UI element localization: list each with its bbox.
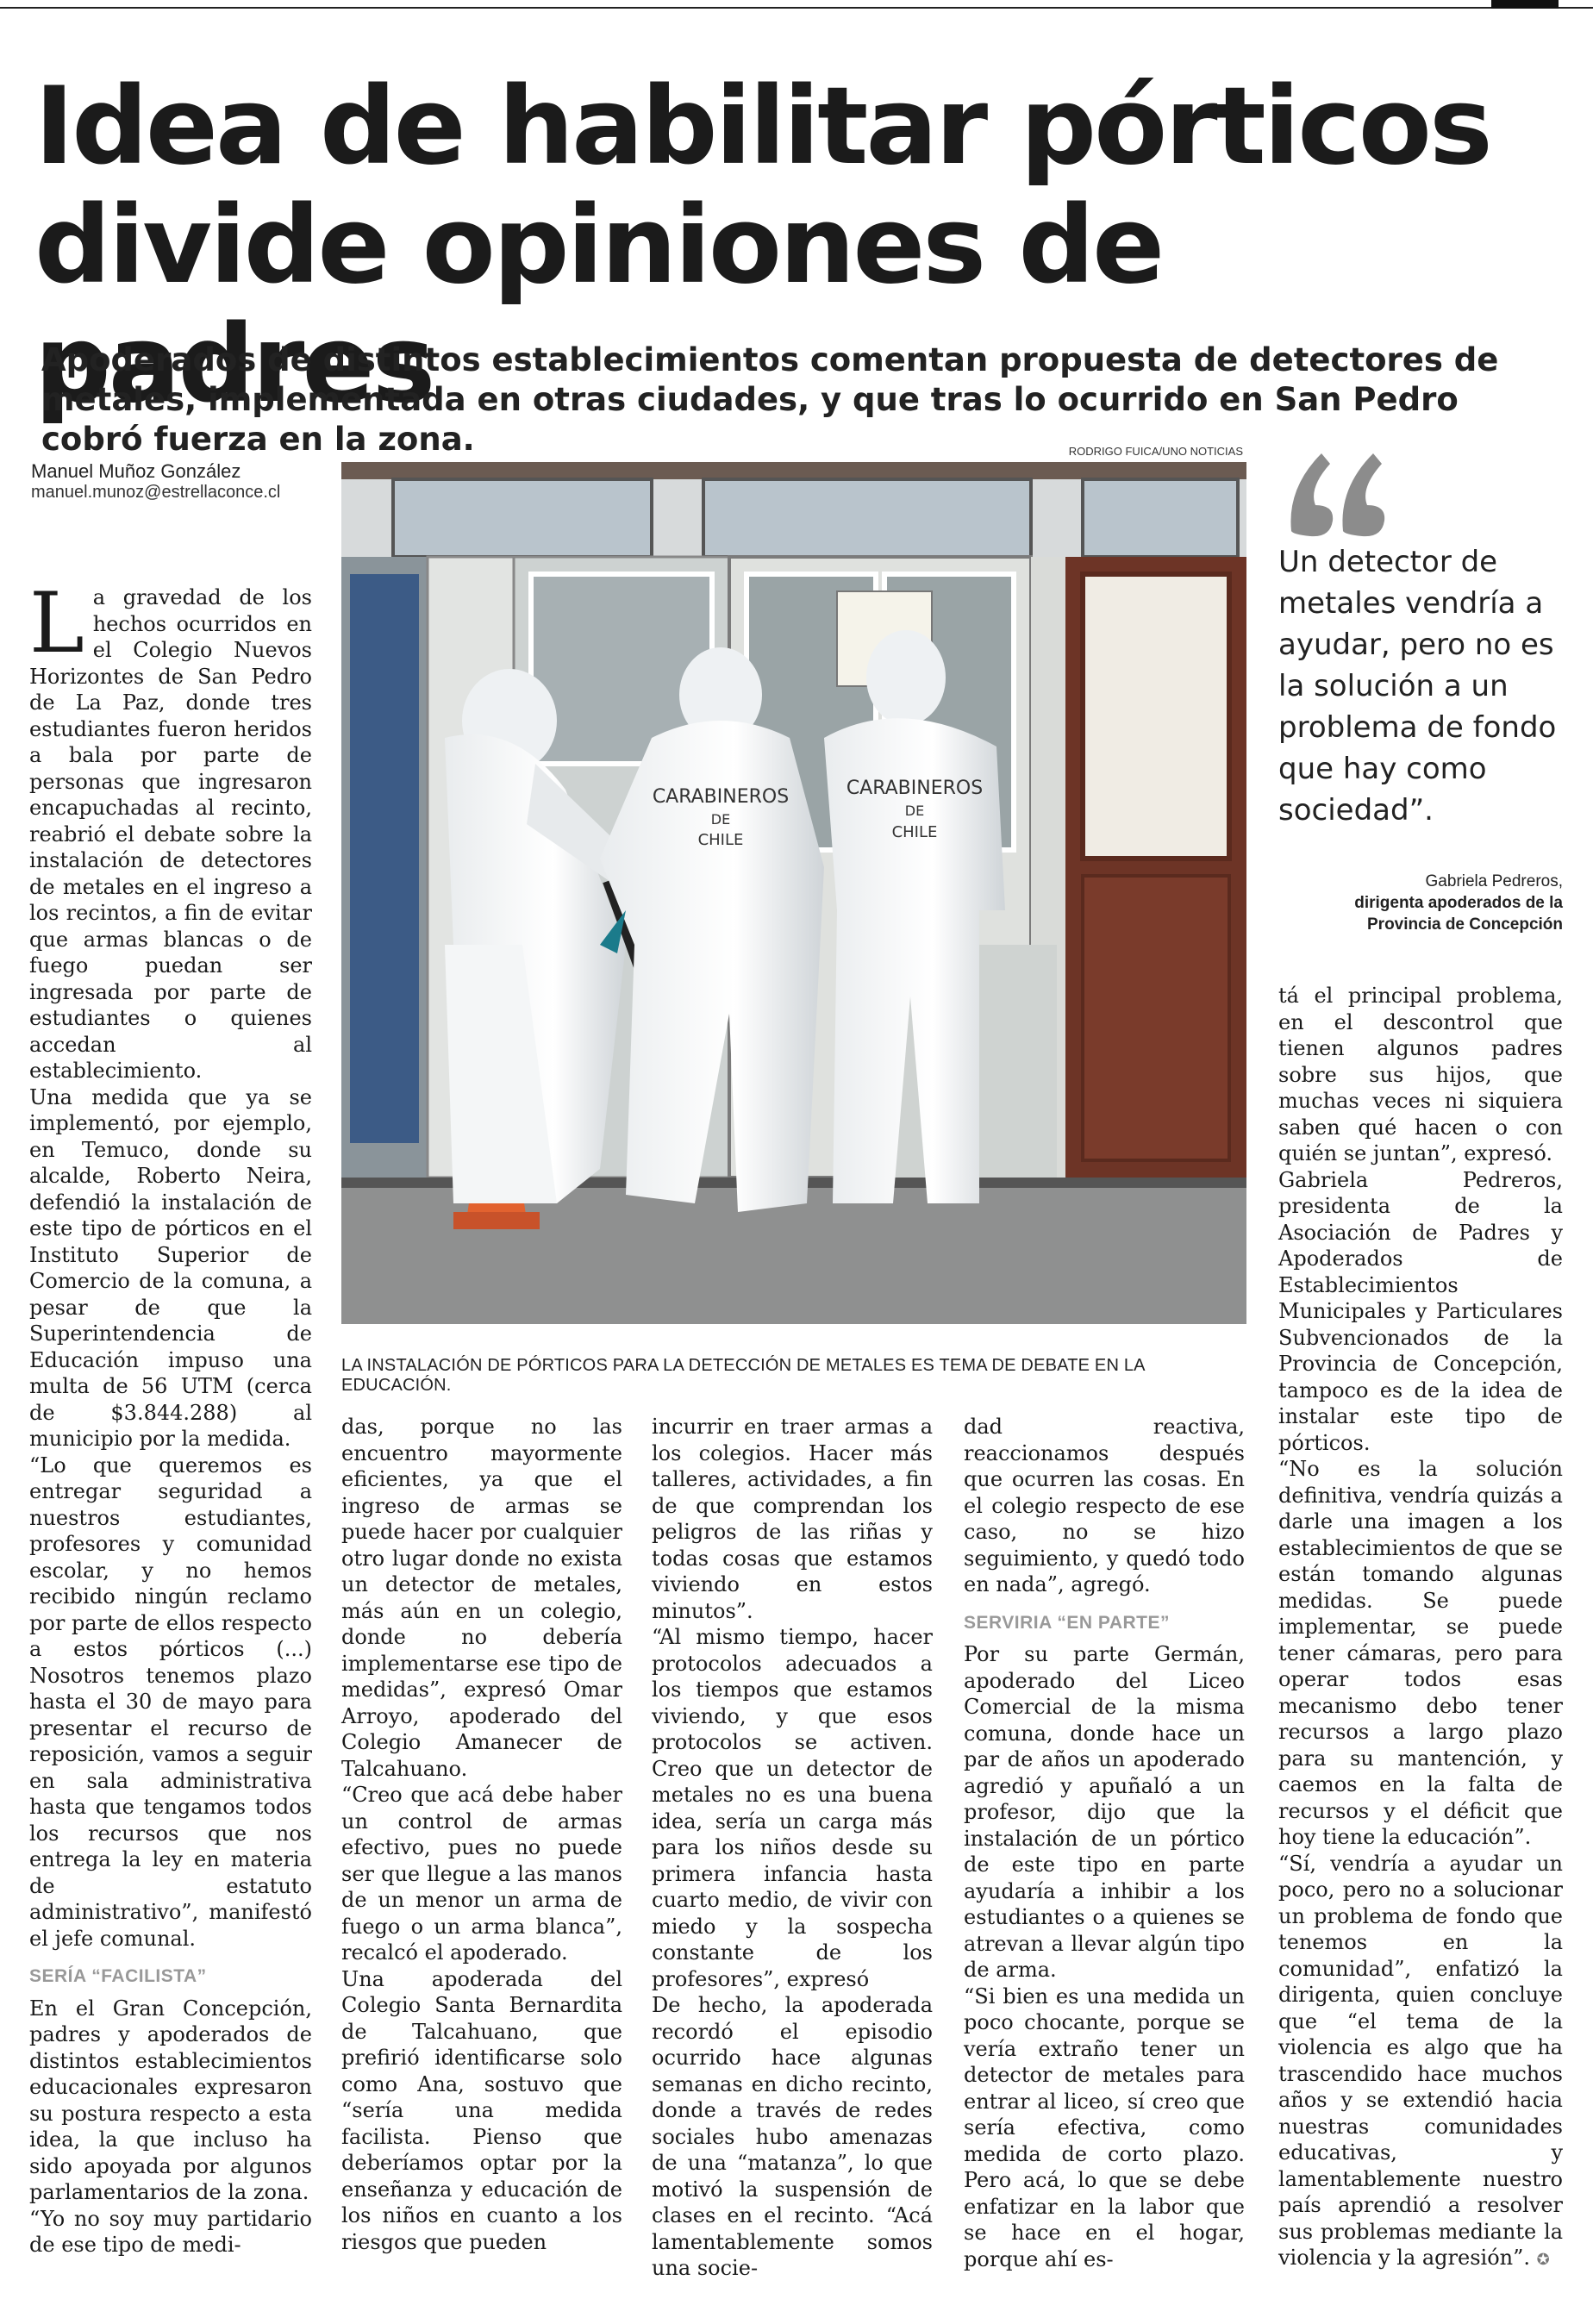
article-paragraph: dad reactiva, reaccionamos después que ocurren las cosas. En el colegio respecto de ese caso, no se hizo seguimiento, y quedó todo en nada”, agregó. bbox=[964, 1415, 1245, 1596]
top-rule bbox=[0, 0, 1593, 12]
article-paragraph: “Lo que queremos es entregar seguridad a nuestros estudiantes, profesores y comunidad escolar, y no hemos recibido ningún reclamo por parte de ellos respecto a estos pórticos (...) Nosotros tenemos plazo hasta el 30 de mayo para presentar el recurso de reposición, vamos a seguir en sala administrativa hasta que tengamos todos los recursos que nos entrega la ley en materia de estatuto administrativo”, manifestó el jefe comunal. bbox=[29, 1452, 312, 1951]
article-paragraph: De hecho, la apoderada recordó el episodio ocurrido hace algunas semanas en dicho recinto, donde a través de redes sociales hubo amenazas de una “matanza”, lo que motivó la suspensión de clases en el recinto. “Acá lamentablemente somos una socie- bbox=[652, 1993, 933, 2280]
drop-cap: L bbox=[29, 575, 84, 672]
article-column-3 bbox=[652, 1414, 933, 2282]
suit-text-left-3: CHILE bbox=[697, 831, 744, 849]
article-column-5 bbox=[1278, 983, 1563, 2274]
photo-credit: RODRIGO FUICA/UNO NOTICIAS bbox=[1068, 445, 1243, 458]
deck-subtitle: Apoderados de distintos establecimientos comentan propuesta de detectores de metales, implementada en otras ciudades, y que tras lo ocurrido en San Pedro cobró fuerza en la zona. bbox=[41, 341, 1499, 458]
article-paragraph: Por su parte Germán, apoderado del Liceo Comercial de la misma comuna, donde hace un par de años un apoderado agredió y apuñaló a un profesor, dijo que la instalación de un pórtico de este tipo en parte ayudaría a inhibir a los estudiantes o a quienes se atrevan a llevar algún tipo de arma. bbox=[964, 1642, 1245, 1982]
suit-text-left-2: DE bbox=[710, 811, 731, 828]
quote-open-icon bbox=[1283, 445, 1395, 540]
suit-text-right-3: CHILE bbox=[891, 823, 938, 841]
photo-illustration bbox=[341, 462, 1246, 1324]
section-subheading: SERVIRIA “EN PARTE” bbox=[964, 1612, 1170, 1633]
article-paragraph: “No es la solución definitiva, vendría quizás a darle una imagen a los establecimientos de que se están tomando algunas medidas. Se puede implementar, se puede tener cámaras, pero para operar todos esas mecanismo debo tener recursos a largo plazo para su mantención, y caemos en la falta de recursos y el déficit que hoy tiene la educación”. bbox=[1278, 1457, 1563, 1849]
headline-line-2: divide opiniones de padres bbox=[34, 184, 1163, 427]
pull-quote-role: dirigenta apoderados de la Provincia de Concepción bbox=[1354, 894, 1563, 934]
article-paragraph: En el Gran Concepción, padres y apoderados de distintos establecimientos educacionales expresaron su postura respecto a esta idea, la que incluso ha sido apoyada por algunos parlamentarios de la zona. bbox=[29, 1996, 312, 2204]
top-rule-tab bbox=[1491, 0, 1559, 9]
suit-text-right-2: DE bbox=[904, 803, 925, 819]
article-paragraph: “Creo que acá debe haber un control de armas efectivo, pues no puede ser que llegue a las manos de un menor un arma de fuego o un arma blanca”, recalcó el apoderado. bbox=[341, 1783, 622, 1965]
headline-line-1: Idea de habilitar pórticos bbox=[34, 65, 1490, 189]
article-paragraph bbox=[1278, 1851, 1563, 2274]
article-paragraph: “Si bien es una medida un poco chocante, porque se vería extraño tener un detector de metales para entrar al liceo, sí creo que sería efectiva, como medida de corto plazo. Pero acá, lo que se debe enfatizar en la labor que se hace en el hogar, porque ahí es- bbox=[964, 1984, 1245, 2271]
article-column-4 bbox=[964, 1414, 1245, 2272]
article-paragraph: Una medida que ya se implementó, por ejemplo, en Temuco, donde su alcalde, Roberto Neira, defendió la instalación de este tipo de pórticos en el Instituto Superior de Comercio de la comuna, a pesar de que la Superintendencia de Educación impuso una multa de 56 UTM (cerca de $3.844.288) al municipio por la medida. bbox=[29, 1084, 312, 1451]
news-photo bbox=[341, 462, 1246, 1324]
author-email[interactable]: manuel.munoz@estrellaconce.cl bbox=[31, 483, 281, 502]
suit-text-right: CARABINEROS bbox=[846, 778, 984, 799]
article-text: a gravedad de los hechos ocurridos en el Colegio Nuevos Horizontes de San Pedro de La Paz, donde tres estudiantes fueron heridos a bala por parte de personas que ingresaron encapuchadas al recinto, reabrió el debate sobre la instalación de detectores de metales en el ingreso a los recintos, a fin de evitar que armas blancas o de fuego puedan ser ingresada por parte de estudiantes o quienes accedan al establecimiento. bbox=[29, 585, 312, 1083]
author-name: Manuel Muñoz González bbox=[31, 460, 241, 482]
top-rule-line bbox=[0, 7, 1593, 9]
article-paragraph: “Al mismo tiempo, hacer protocolos adecuados a los tiempos que estamos viviendo, y que esos protocolos se activen. Creo que un detector de metales no es una buena idea, sería un carga más para los niños desde su primera infancia hasta cuarto medio, de vivir con miedo y la sospecha constante de los profesores”, expresó bbox=[652, 1625, 933, 1991]
article-column-1 bbox=[29, 575, 312, 2258]
article-text: “Sí, vendría a ayudar un poco, pero no a solucionar un problema de fondo que tenemos en la comunidad”, enfatizó la dirigenta, quien concluye que “el tema de la violencia es algo que ha trascendido hace muchos años y se extendió hacia nuestras comunidades educativas, y lamentablemente nuestro país aprendió a resolver sus problemas mediante la violencia y la agresión”. bbox=[1278, 1851, 1563, 2270]
byline bbox=[31, 460, 341, 503]
article-paragraph: Gabriela Pedreros, presidenta de la Asociación de Padres y Apoderados de Establecimientos Municipales y Particulares Subvencionados de la Provincia de Concepción, tampoco es de la idea de instalar este tipo de pórticos. bbox=[1278, 1167, 1563, 1455]
suit-text-left: CARABINEROS bbox=[652, 786, 790, 808]
article-paragraph: “Yo no soy muy partidario de ese tipo de medi- bbox=[29, 2206, 312, 2257]
pull-quote-author: Gabriela Pedreros, bbox=[1425, 872, 1563, 890]
article-paragraph bbox=[29, 575, 312, 1084]
end-mark-icon: ✪ bbox=[1536, 2251, 1550, 2269]
article-paragraph: Una apoderada del Colegio Santa Bernardita de Talcahuano, que prefirió identificarse solo como Ana, sostuvo que “sería una medida facilista. Pienso que deberíamos optar por la enseñanza y educación de los niños en cuanto a los riesgos que pueden bbox=[341, 1966, 622, 2254]
article-column-2 bbox=[341, 1414, 622, 2255]
pull-quote-attribution bbox=[1278, 871, 1563, 935]
section-subheading: SERÍA “FACILISTA” bbox=[29, 1966, 207, 1986]
article-paragraph: incurrir en traer armas a los colegios. Hacer más talleres, actividades, a fin de que comprendan los peligros de las riñas y todas cosas que estamos viviendo en estos minutos”. bbox=[652, 1415, 933, 1623]
article-paragraph: tá el principal problema, en el descontrol que tienen algunos padres sobre sus hijos, que muchas veces ni siquiera saben qué hacen o con quién se juntan”, expresó. bbox=[1278, 984, 1563, 1165]
pull-quote: Un detector de metales vendría a ayudar, pero no es la solución a un problema de fondo que hay como sociedad”. bbox=[1278, 545, 1557, 828]
photo-caption: LA INSTALACIÓN DE PÓRTICOS PARA LA DETECCIÓN DE METALES ES TEMA DE DEBATE EN LA EDUCACIÓN. bbox=[341, 1356, 1145, 1395]
article-paragraph: das, porque no las encuentro mayormente eficientes, ya que el ingreso de armas se puede hacer por cualquier otro lugar donde no exista un detector de metales, más aún en un colegio, donde no debería implementarse ese tipo de medidas”, expresó Omar Arroyo, apoderado del Colegio Amanecer de Talcahuano. bbox=[341, 1415, 622, 1781]
